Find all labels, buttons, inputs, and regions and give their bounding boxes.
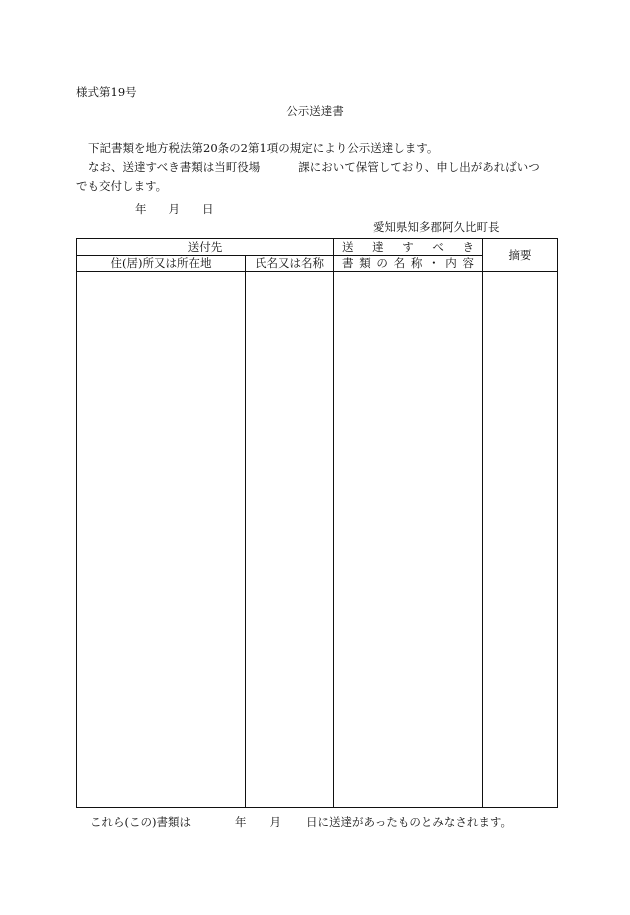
table-row (77, 272, 558, 808)
storage-paragraph-line2: でも交付します。 (76, 179, 168, 193)
recipient-header: 送付先 (77, 239, 334, 256)
address-header: 住(居)所又は所在地 (77, 256, 246, 272)
documents-header-line1: 送 達 す べ き (334, 239, 483, 256)
issuer-name: 愛知県知多郡阿久比町長 (373, 220, 500, 234)
footer-statement (90, 814, 512, 830)
form-number: 様式第19号 (76, 85, 137, 99)
storage-paragraph-line1 (88, 159, 540, 175)
summary-cell[interactable] (483, 272, 558, 808)
footer-prefix: これら(この)書類は (90, 815, 191, 829)
document-title: 公示送達書 (286, 104, 344, 118)
footer-month: 月 (269, 815, 281, 829)
address-cell[interactable] (77, 272, 246, 808)
storage-text-part2: 課において保管しており、申し出があればいつ (298, 160, 540, 174)
footer-day-suffix: 日に送達があったものとみなされます。 (305, 815, 512, 829)
name-header: 氏名又は名称 (246, 256, 334, 272)
name-cell[interactable] (246, 272, 334, 808)
documents-cell[interactable] (334, 272, 483, 808)
summary-header: 摘要 (483, 239, 558, 272)
date-year: 年 (135, 202, 147, 216)
documents-table (76, 238, 558, 808)
footer-year: 年 (234, 815, 247, 829)
date-month: 月 (168, 202, 180, 216)
storage-text-part1: なお、送達すべき書類は当町役場 (88, 160, 261, 174)
date-line (135, 201, 214, 217)
documents-header-line2: 書 類 の 名 称 ・ 内 容 (334, 256, 483, 272)
notice-paragraph: 下記書類を地方税法第20条の2第1項の規定により公示送達します。 (88, 141, 439, 155)
date-day: 日 (202, 202, 214, 216)
